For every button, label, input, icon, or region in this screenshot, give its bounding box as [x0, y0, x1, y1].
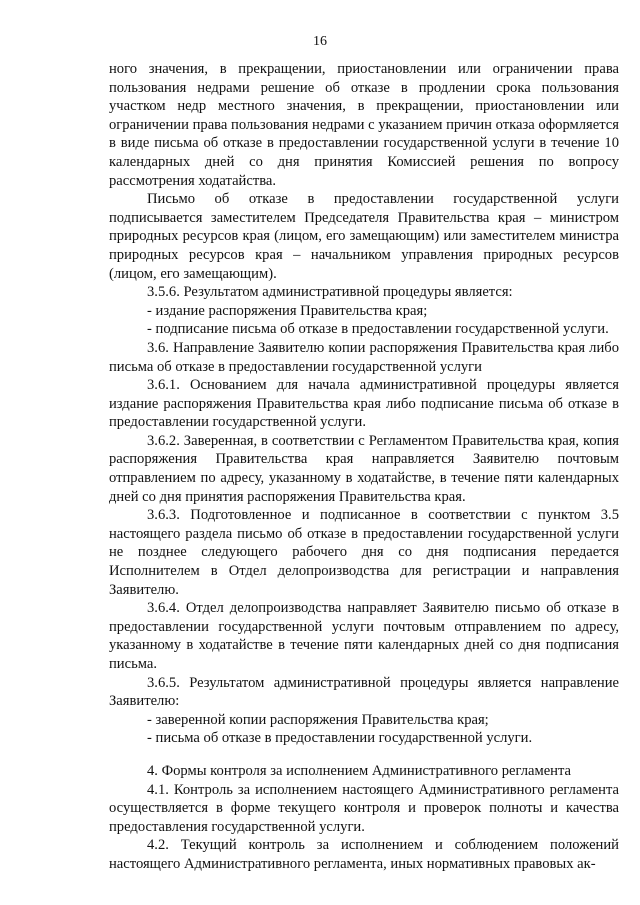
list-item: - письма об отказе в предоставлении государственной услуги. — [147, 730, 533, 747]
paragraph-3-6-2: 3.6.2. Заверенная, в соответствии с Регламентом Правительства края, копия распоряжения Правительства края направляется Заявителю почтовым отправлением по адресу, указанному в ходатайстве, в течение пяти календарных дней со дня принятия распоряжения Правительства края. — [109, 432, 619, 505]
document-body — [109, 60, 619, 874]
list-item: - издание распоряжения Правительства края; — [147, 302, 428, 319]
paragraph-3-6-1: 3.6.1. Основанием для начала административной процедуры является издание распоряжения Правительства края либо подписание письма об отказе в предоставлении государственной услуги. — [109, 377, 619, 431]
paragraph-4-1: 4.1. Контроль за исполнением настоящего Административного регламента осуществляется в форме текущего контроля и проверок полноты и качества предоставления государственной услуги. — [109, 781, 619, 835]
section-heading-4: 4. Формы контроля за исполнением Административного регламента — [147, 762, 572, 779]
paragraph-refusal-letter-signing: Письмо об отказе в предоставлении государственной услуги подписывается заместителем Председателя Правительства края – министром природных ресурсов края (лицом, его замещающим) или заместителем министра природных ресурсов края – начальником управления природных ресурсов (лицом, его замещающим). — [109, 191, 619, 282]
paragraph-3-6-5: 3.6.5. Результатом административной процедуры является направление Заявителю: — [109, 674, 619, 710]
list-item: - заверенной копии распоряжения Правительства края; — [147, 711, 489, 728]
section-heading-3-6: 3.6. Направление Заявителю копии распоряжения Правительства края либо письма об отказе в предоставлении государственной услуги — [109, 339, 619, 375]
paragraph-3-6-3: 3.6.3. Подготовленное и подписанное в соответствии с пунктом 3.5 настоящего раздела письмо об отказе в предоставлении государственной услуги не позднее следующего рабочего дня со дня подписания передается Исполнителем в Отдел делопроизводства для регистрации и направления Заявителю. — [109, 507, 619, 598]
paragraph-4-2: 4.2. Текущий контроль за исполнением и соблюдением положений настоящего Административного регламента, иных нормативных правовых ак- — [109, 837, 619, 872]
page-number: 16 — [313, 34, 327, 49]
list-item: - подписание письма об отказе в предоставлении государственной услуги. — [147, 321, 609, 338]
paragraph-3-5-6: 3.5.6. Результатом административной процедуры является: — [147, 284, 513, 301]
paragraph-continuation: ного значения, в прекращении, приостановлении или ограничении права пользования недрами решение об отказе в продлении срока пользования участком недр местного значения, в прекращении, приостановлении или ограничении права пользования недрами с указанием причин отказа оформляется в виде письма об отказе в предоставлении государственной услуги в течение 10 календарных дней со дня принятия Комиссией решения по вопросу рассмотрения ходатайства. — [109, 61, 619, 189]
paragraph-3-6-4: 3.6.4. Отдел делопроизводства направляет Заявителю письмо об отказе в предоставлении государственной услуги почтовым отправлением по адресу, указанному в ходатайстве в течение пяти календарных дней со дня подписания письма. — [109, 600, 619, 672]
